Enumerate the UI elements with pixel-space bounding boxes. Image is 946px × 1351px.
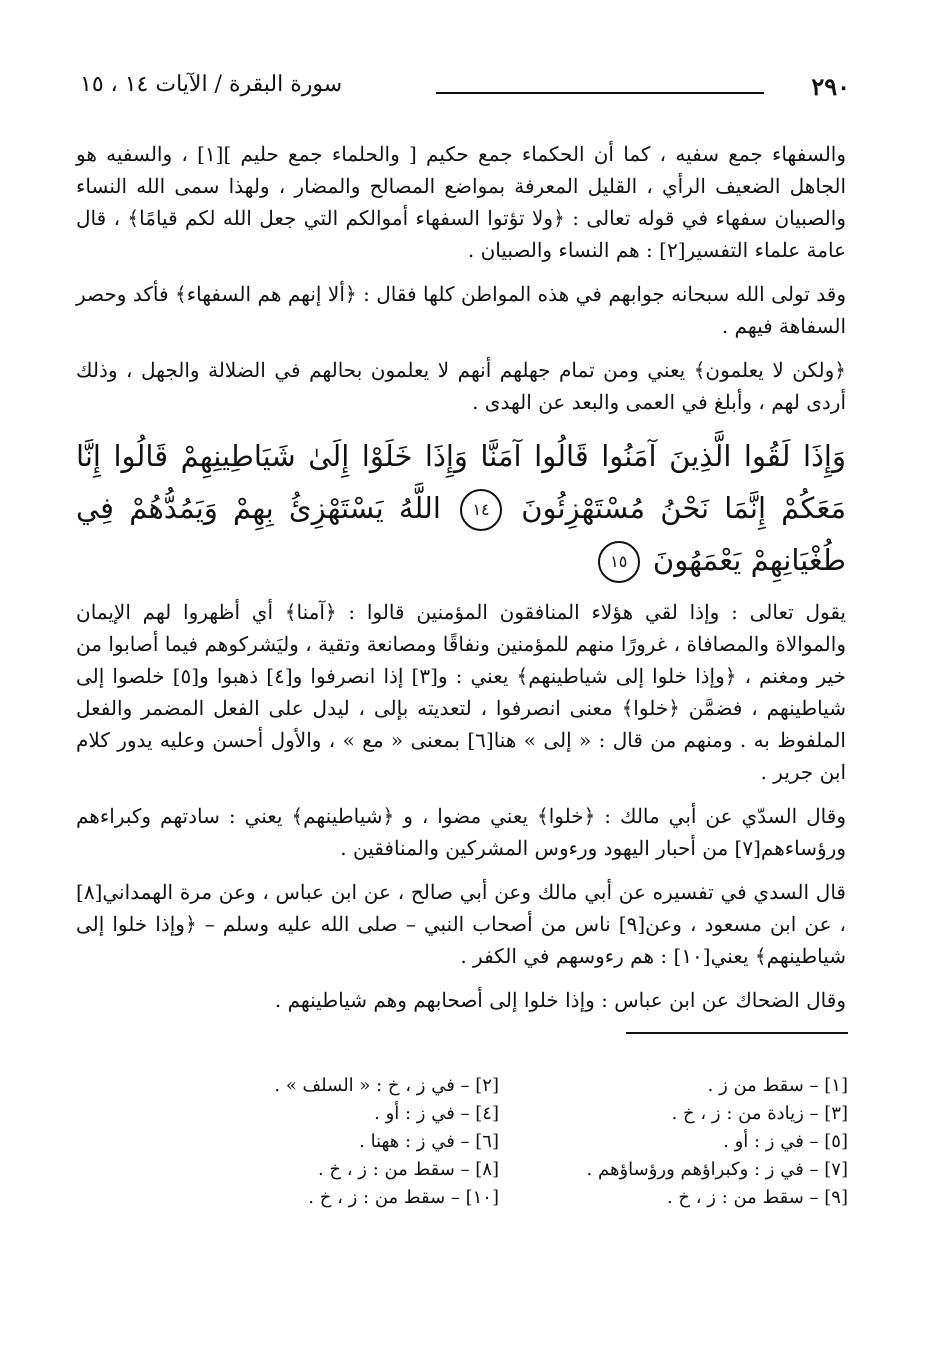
verse-15-text: اللَّهُ يَسْتَهْزِئُ بِهِمْ وَيَمُدُّهُمْ فِي طُغْيَانِهِمْ يَعْمَهُونَ [76, 491, 846, 577]
verse-14-marker: ١٤ [460, 489, 502, 531]
quran-verses [76, 430, 846, 586]
paragraph-7: وقال الضحاك عن ابن عباس : وإذا خلوا إلى أصحابهم وهم شياطينهم . [274, 988, 846, 1012]
footnotes [210, 1072, 848, 1212]
page-header [80, 64, 850, 104]
footnote-9: [٩] – سقط من : ز ، خ . [666, 1187, 848, 1208]
running-title: سورة البقرة / الآيات ١٤ ، ١٥ [80, 72, 343, 97]
verse-14-text: وَإِذَا لَقُوا الَّذِينَ آمَنُوا قَالُوا آمَنَّا وَإِذَا خَلَوْا إِلَىٰ شَيَاطِينِهِمْ قَالُوا إِنَّا مَعَكُمْ إِنَّمَا نَحْنُ مُسْتَهْزِئُونَ [76, 439, 847, 525]
verse-15-marker: ١٥ [598, 541, 640, 583]
paragraph-1: والسفهاء جمع سفيه ، كما أن الحكماء جمع حكيم [ والحلماء جمع حليم ][١] ، والسفيه هو الجاهل الضعيف الرأي ، القليل المعرفة بمواضع المصالح والمضار ، ولهذا سمى الله النساء والصبيان سفهاء في قوله تعالى : ﴿ولا تؤتوا السفهاء أموالكم التي جعل الله لكم قيامًا﴾ ، قال عامة علماء التفسير[٢] : هم النساء والصبيان . [76, 142, 847, 262]
paragraph-4: يقول تعالى : وإذا لقي هؤلاء المنافقون المؤمنين قالوا : ﴿آمنا﴾ أي أظهروا لهم الإيمان والموالاة والمصافاة ، غرورًا منهم للمؤمنين ونفاقًا ومصانعة وتقية ، وليَشركوهم فيما أصابوا من خير ومغنم ، ﴿وإذا خلوا إلى شياطينهم﴾ يعني : و[٣] إذا انصرفوا و[٤] ذهبوا و[٥] خلصوا إلى شياطينهم ، فضمَّن ﴿خلوا﴾ معنى انصرفوا ، لتعديته بإلى ، ليدل على الفعل المضمر والفعل الملفوظ به . ومنهم من قال : « إلى » هنا[٦] بمعنى « مع » ، والأول أحسن وعليه يدور كلام ابن جرير . [76, 600, 847, 784]
footnote-7: [٧] – في ز : وكبراؤهم ورؤساؤهم . [586, 1159, 848, 1180]
footnote-4: [٤] – في ز : أو . [374, 1103, 499, 1124]
footnote-5: [٥] – في ز : أو . [723, 1131, 848, 1152]
main-text [76, 138, 846, 1028]
page-number: ٢٩٠ [811, 72, 850, 101]
paragraph-3: ﴿ولكن لا يعلمون﴾ يعني ومن تمام جهلهم أنهم لا يعلمون بحالهم في الضلالة والجهل ، وذلك أردى لهم ، وأبلغ في العمى والبعد عن الهدى . [76, 358, 846, 414]
footnote-8: [٨] – سقط من : ز ، خ . [317, 1159, 499, 1180]
footnote-6: [٦] – في ز : ههنا . [359, 1131, 499, 1152]
footnote-1: [١] – سقط من ز . [707, 1075, 848, 1096]
header-rule [436, 92, 764, 94]
paragraph-2: وقد تولى الله سبحانه جوابهم في هذه المواطن كلها فقال : ﴿ألا إنهم هم السفهاء﴾ فأكد وحصر السفاهة فيهم . [76, 282, 846, 338]
paragraph-6: قال السدي في تفسيره عن أبي مالك وعن أبي صالح ، عن ابن عباس ، وعن مرة الهمداني[٨] ، عن ابن مسعود ، وعن[٩] ناس من أصحاب النبي – صلى الله عليه وسلم – ﴿وإذا خلوا إلى شياطينهم﴾ يعني[١٠] : هم رءوسهم في الكفر . [76, 880, 846, 968]
footnote-10: [١٠] – سقط من : ز ، خ . [308, 1187, 499, 1208]
footnote-rule [626, 1032, 848, 1034]
paragraph-5: وقال السدّي عن أبي مالك : ﴿خلوا﴾ يعني مضوا ، و ﴿شياطينهم﴾ يعني : سادتهم وكبراءهم ورؤساءهم[٧] من أحبار اليهود ورءوس المشركين والمنافقين . [76, 804, 846, 860]
footnote-2: [٢] – في ز ، خ : « السلف » . [274, 1075, 499, 1096]
footnote-3: [٣] – زيادة من : ز ، خ . [671, 1103, 848, 1124]
